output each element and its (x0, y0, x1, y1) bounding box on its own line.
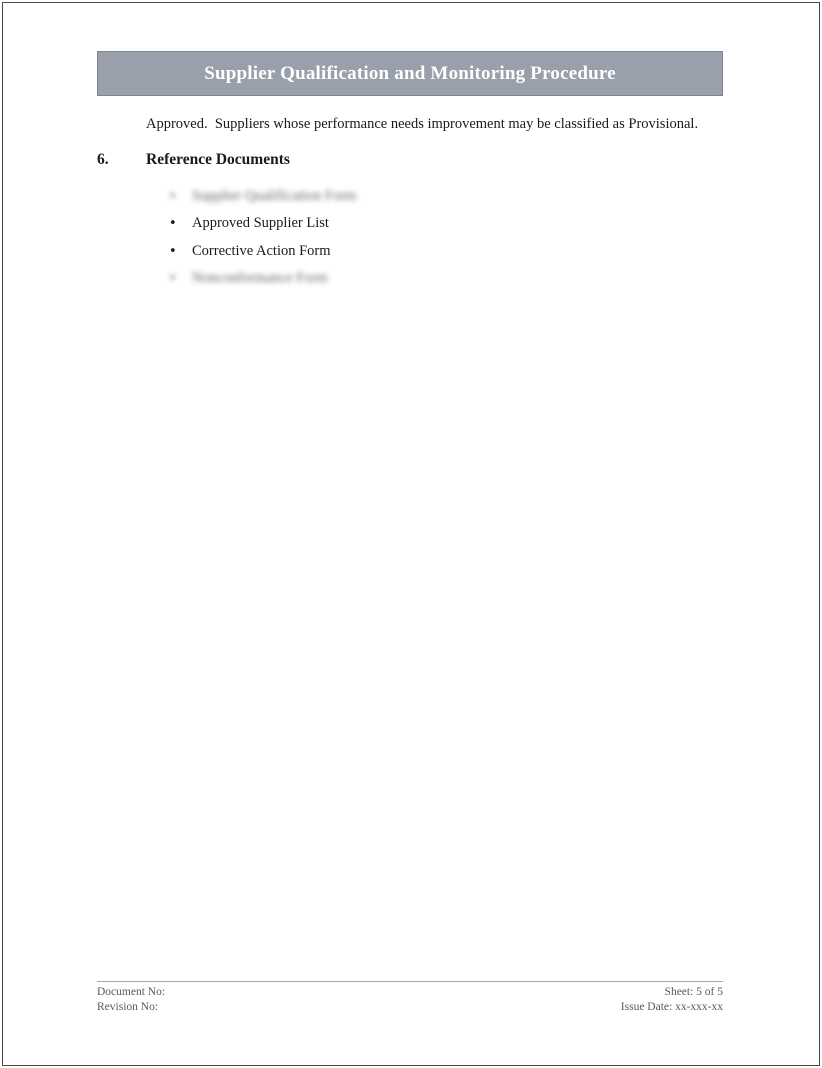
page-footer (97, 981, 723, 1015)
list-item (169, 216, 723, 231)
sheet-label: Sheet: 5 of 5 (664, 986, 723, 998)
section-number: 6. (97, 150, 109, 168)
document-page (97, 0, 723, 299)
bullet-icon: • (169, 243, 177, 259)
list-item (169, 271, 723, 286)
list-item (169, 244, 723, 259)
body-paragraph: Approved. Suppliers whose performance needs improvement may be classified as Provisional. (146, 116, 699, 132)
section-heading (97, 151, 723, 169)
section-title: Reference Documents (146, 150, 290, 168)
footer-left (97, 985, 165, 1015)
reference-documents-list (97, 189, 723, 287)
bullet-icon: • (169, 188, 177, 204)
footer-right (621, 985, 723, 1015)
list-item-label: Nonconformance Form (192, 270, 328, 286)
document-no-label: Document No: (97, 986, 166, 998)
list-item (169, 189, 723, 204)
list-item-label: Supplier Qualification Form (192, 187, 357, 204)
issue-date-label: Issue Date: xx-xxx-xx (620, 1001, 723, 1013)
bullet-icon: • (169, 271, 177, 286)
document-title-banner (97, 51, 723, 96)
list-item-label: Approved Supplier List (192, 215, 329, 231)
revision-no-label: Revision No: (97, 1001, 159, 1013)
list-item-label: Corrective Action Form (192, 242, 331, 259)
bullet-icon: • (169, 216, 177, 231)
page-title: Supplier Qualification and Monitoring Procedure (204, 62, 616, 84)
